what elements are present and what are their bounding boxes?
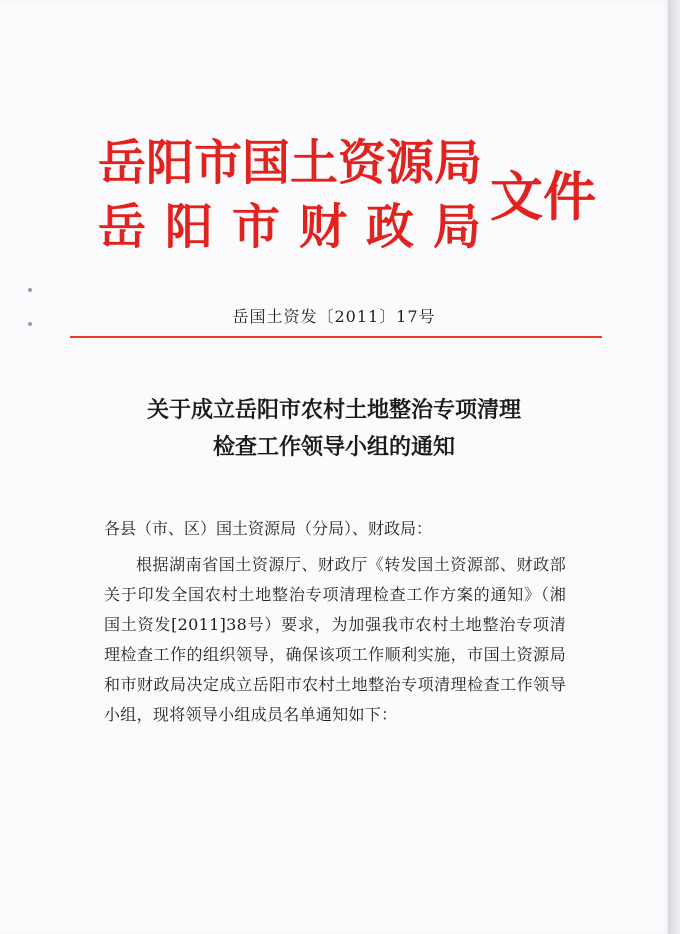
- binding-mark: [28, 288, 32, 292]
- header-divider: [70, 336, 602, 338]
- document-number: 岳国土资发〔2011〕17号: [232, 307, 436, 326]
- agency-name-land-bureau: 岳阳市国土资源局: [98, 135, 483, 191]
- document-header: [98, 128, 596, 268]
- body-paragraph: 根据湖南省国土资源厅、财政厅《转发国土资源部、财政部关于印发全国农村土地整治专项清理检查工作方案的通知》（湘国土资发[2011]38号）要求，为加强我市农村土地整治专项清理检查工作的组织领导，确保该项工作顺利实施，市国土资源局和市财政局决定成立岳阳市农村土地整治专项清理检查工作领导小组，现将领导小组成员名单通知如下：: [104, 555, 566, 724]
- notice-title-line-2: 检查工作领导小组的通知: [212, 434, 455, 460]
- agency-name-finance-bureau: 岳阳市财政局: [98, 199, 501, 255]
- scan-edge: [668, 0, 680, 934]
- notice-title-line-1: 关于成立岳阳市农村土地整治专项清理: [146, 397, 521, 423]
- addressee: 各县（市、区）国土资源局（分局）、财政局：: [104, 519, 433, 538]
- notice-body: [104, 514, 566, 730]
- document-label: 文件: [490, 166, 596, 228]
